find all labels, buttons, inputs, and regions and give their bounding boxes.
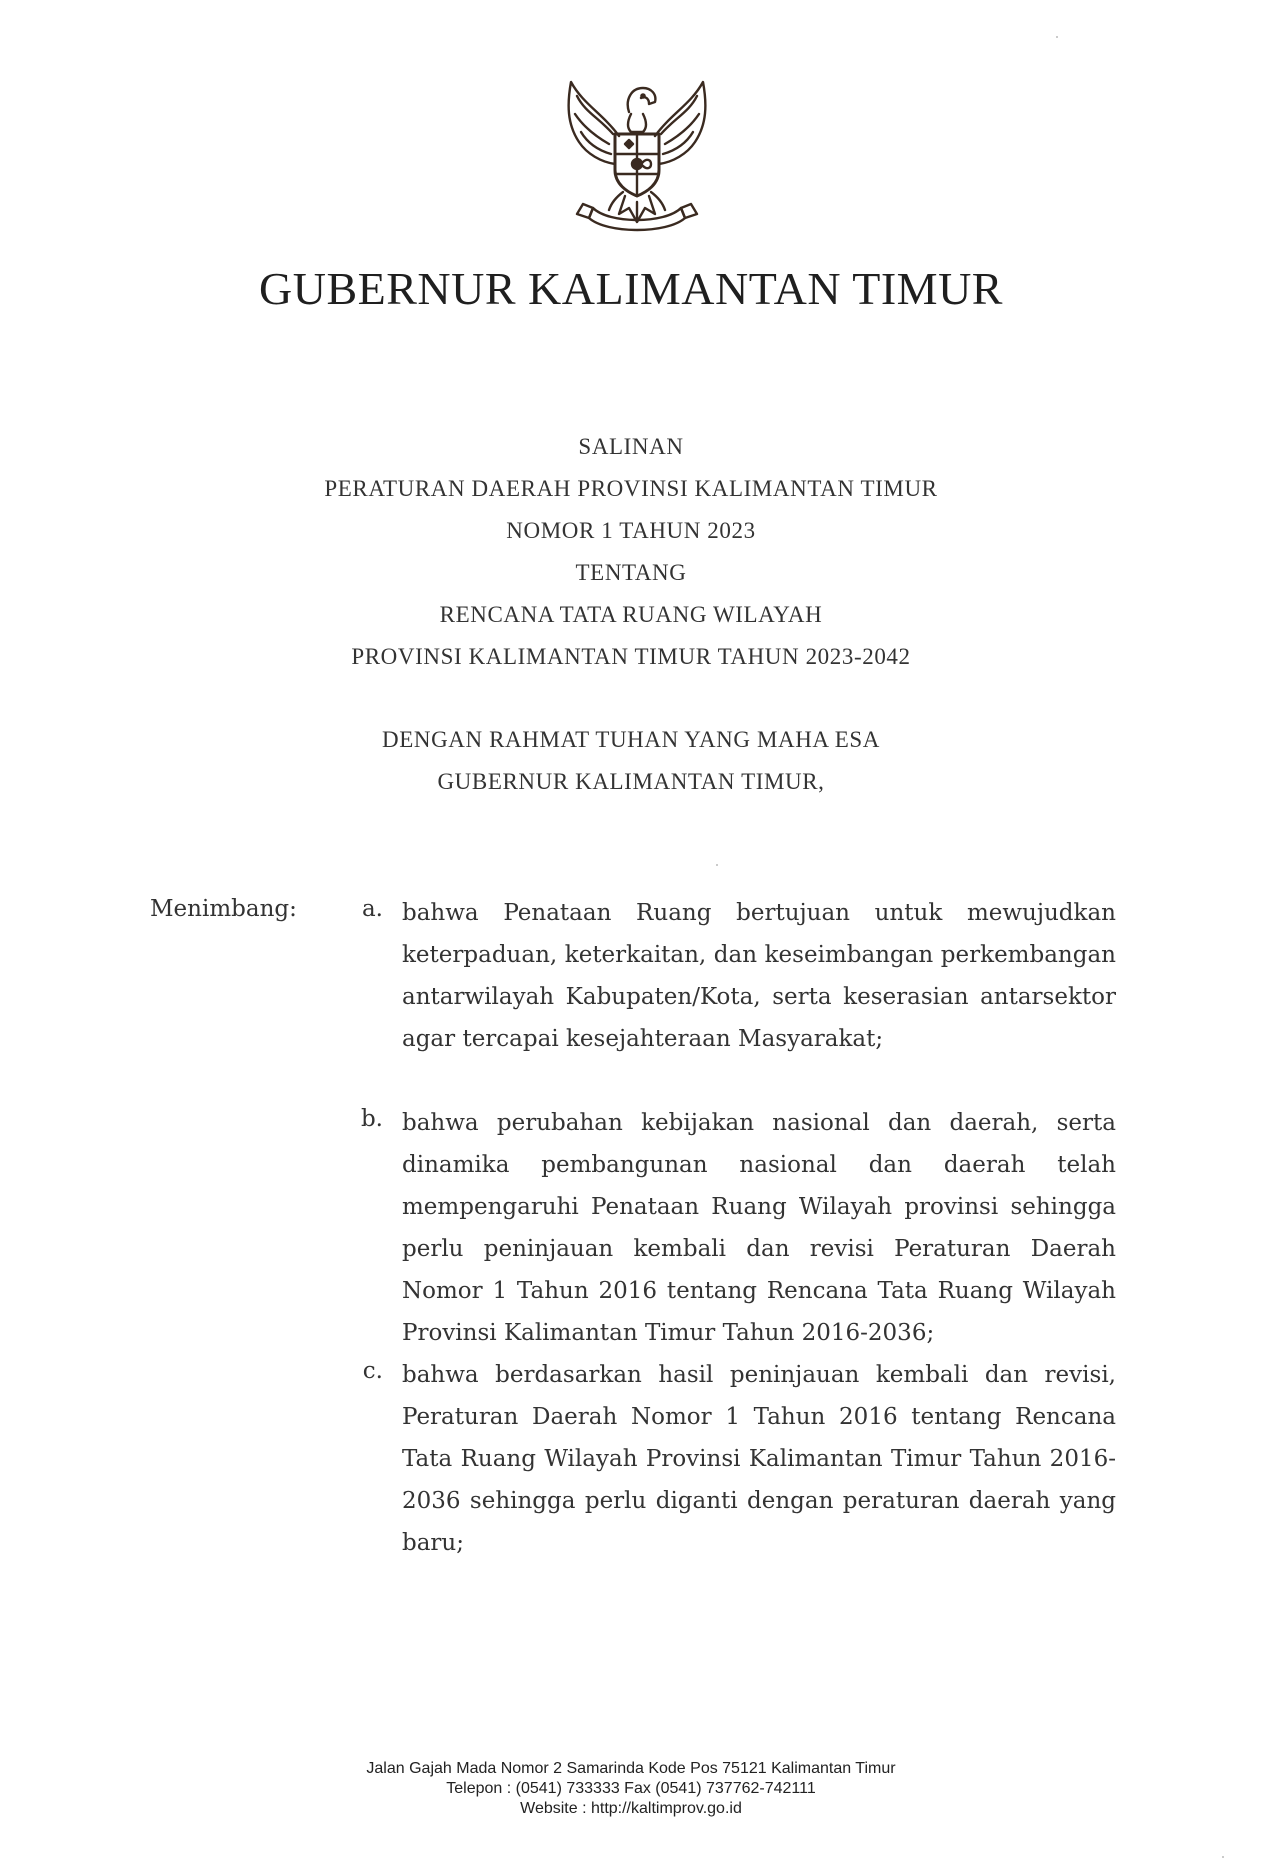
copy-label: SALINAN — [578, 434, 684, 459]
subject-line-1: RENCANA TATA RUANG WILAYAH — [439, 602, 823, 627]
preamble-line-1: DENGAN RAHMAT TUHAN YANG MAHA ESA — [382, 727, 880, 752]
consideration-letter: c. — [362, 1358, 383, 1384]
consideration-letter: a. — [361, 896, 383, 922]
consideration-text: bahwa berdasarkan hasil peninjauan kembali dan revisi, Peraturan Daerah Nomor 1 Tahun 2016 tentang Rencana Tata Ruang Wilayah Provinsi Kalimantan Timur Tahun 2016-2036 sehingga perlu diganti dengan peraturan daerah yang baru; — [402, 1362, 1116, 1556]
about-label: TENTANG — [575, 560, 687, 585]
consideration-letter: b. — [360, 1106, 383, 1132]
scan-speck — [1056, 36, 1058, 38]
garuda-emblem-icon — [553, 74, 721, 240]
scan-speck — [716, 864, 718, 866]
subject-line-2: PROVINSI KALIMANTAN TIMUR TAHUN 2023-2042 — [351, 644, 911, 669]
footer-address: Jalan Gajah Mada Nomor 2 Samarinda Kode Pos 75121 Kalimantan Timur — [366, 1760, 896, 1777]
footer-website: Website : http://kaltimprov.go.id — [520, 1800, 742, 1817]
consideration-text: bahwa Penataan Ruang bertujuan untuk mewujudkan keterpaduan, keterkaitan, dan keseimbangan perkembangan antarwilayah Kabupaten/Kota, serta keserasian antarsektor agar tercapai kesejahteraan Masyarakat; — [402, 900, 1116, 1052]
preamble-line-2: GUBERNUR KALIMANTAN TIMUR, — [437, 769, 825, 794]
consideration-text: bahwa perubahan kebijakan nasional dan daerah, serta dinamika pembangunan nasional dan daerah telah mempengaruhi Penataan Ruang Wilayah provinsi sehingga perlu peninjauan kembali dan revisi Peraturan Daerah Nomor 1 Tahun 2016 tentang Rencana Tata Ruang Wilayah Provinsi Kalimantan Timur Tahun 2016-2036; — [402, 1110, 1116, 1346]
regulation-heading: PERATURAN DAERAH PROVINSI KALIMANTAN TIMUR — [324, 476, 938, 501]
footer-phone: Telepon : (0541) 733333 Fax (0541) 737762-742111 — [446, 1780, 816, 1797]
regulation-number: NOMOR 1 TAHUN 2023 — [506, 518, 756, 543]
scan-speck — [1222, 1856, 1224, 1858]
considerations-label: Menimbang: — [150, 896, 297, 922]
governor-title: GUBERNUR KALIMANTAN TIMUR — [259, 263, 1003, 314]
